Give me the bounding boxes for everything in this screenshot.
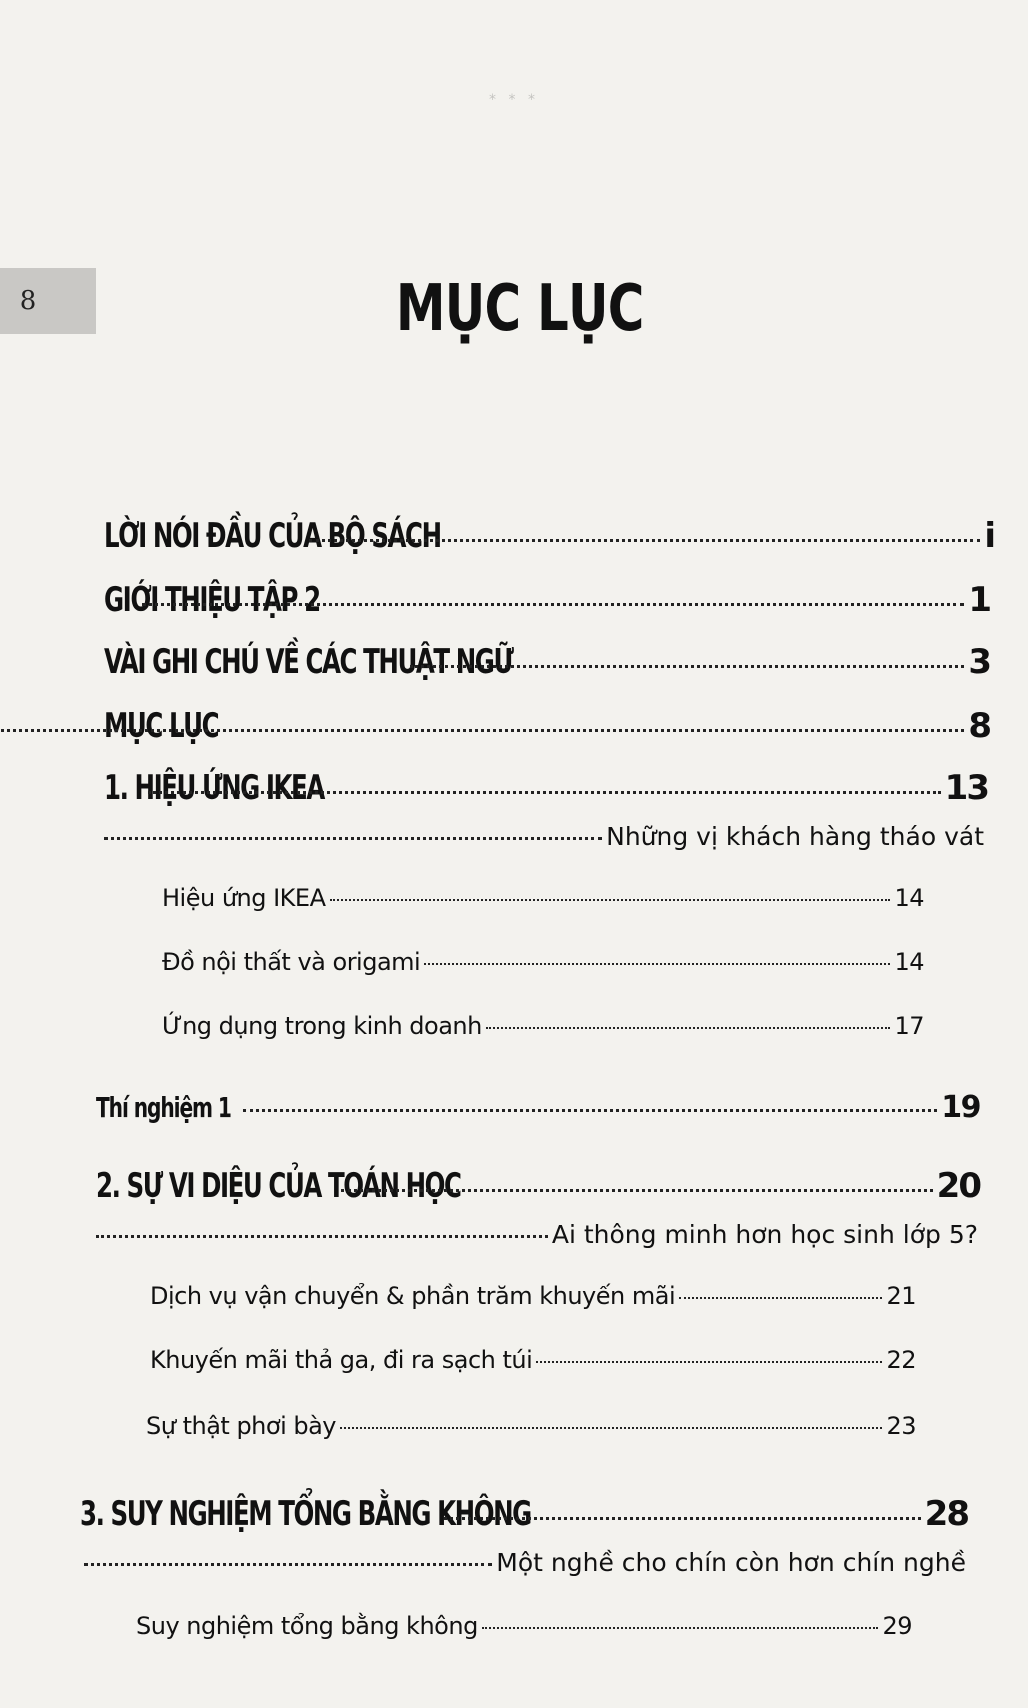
toc-entry-label: Sự thật phơi bày xyxy=(146,1412,337,1440)
toc-entry-page: 23 xyxy=(886,1412,916,1440)
toc-experiment-1[interactable] xyxy=(96,1090,980,1125)
toc-entry-page: 3 xyxy=(968,642,990,682)
toc-chapter-2[interactable] xyxy=(96,1166,980,1206)
toc-entry-front-0[interactable] xyxy=(104,516,994,556)
toc-entry-label: 3. SUY NGHIỆM TỔNG BẰNG KHÔNG xyxy=(80,1494,531,1534)
toc-entry-label: Ứng dụng trong kinh doanh xyxy=(162,1012,482,1040)
ornament: * * * xyxy=(489,92,539,108)
toc-entry-label: VÀI GHI CHÚ VỀ CÁC THUẬT NGỮ xyxy=(104,642,513,682)
toc-section[interactable] xyxy=(150,1282,916,1310)
toc-entry-page: 20 xyxy=(936,1166,980,1206)
toc-entry-label: 2. SỰ VI DIỆU CỦA TOÁN HỌC xyxy=(96,1166,461,1206)
toc-chapter-3[interactable] xyxy=(80,1494,968,1534)
leader-dots xyxy=(148,791,941,794)
toc-entry-page: i xyxy=(984,516,994,556)
toc-entry-front-1[interactable] xyxy=(104,580,990,620)
toc-section[interactable] xyxy=(162,1012,924,1040)
toc-entry-label: Khuyến mãi thả ga, đi ra sạch túi xyxy=(150,1346,533,1374)
toc-entry-page: 22 xyxy=(886,1346,916,1374)
toc-section[interactable] xyxy=(162,948,924,976)
toc-entry-front-2[interactable] xyxy=(104,642,990,682)
leader-dots xyxy=(341,1189,933,1192)
leader-dots xyxy=(482,1627,879,1629)
toc-entry-label: Hiệu ứng IKEA xyxy=(162,884,326,912)
toc-section[interactable] xyxy=(150,1346,916,1374)
toc-entry-page: 21 xyxy=(886,1282,916,1310)
toc-entry-page: 14 xyxy=(894,948,924,976)
leader-dots xyxy=(410,665,965,668)
leader-dots xyxy=(1,729,965,732)
toc-entry-label: GIỚI THIỆU TẬP 2 xyxy=(104,580,320,620)
toc-entry-label: Suy nghiệm tổng bằng không xyxy=(136,1612,478,1640)
leader-dots xyxy=(424,963,890,965)
toc-section[interactable] xyxy=(162,884,924,912)
leader-dots xyxy=(309,539,981,542)
page-number: 8 xyxy=(19,286,37,316)
page-title: MỤC LỤC xyxy=(395,272,644,346)
toc-chapter-1-subtitle xyxy=(104,822,984,851)
toc-chapter-1[interactable] xyxy=(104,768,988,808)
subtitle-text: Ai thông minh hơn học sinh lớp 5? xyxy=(551,1220,978,1249)
toc-entry-label: MỤC LỤC xyxy=(104,706,219,746)
toc-entry-label: Thí nghiệm 1 xyxy=(96,1091,231,1124)
toc-entry-page: 17 xyxy=(894,1012,924,1040)
toc-entry-label: Dịch vụ vận chuyển & phần trăm khuyến mãi xyxy=(150,1282,676,1310)
toc-entry-label: Đồ nội thất và origami xyxy=(162,948,421,976)
leader-dots xyxy=(444,1517,921,1520)
toc-entry-page: 29 xyxy=(882,1612,912,1640)
leader-dots xyxy=(330,899,891,901)
toc-entry-page: 14 xyxy=(894,884,924,912)
leader-dots xyxy=(679,1297,882,1299)
leader-dots xyxy=(84,1563,492,1566)
leader-dots xyxy=(340,1427,882,1429)
page-number-tab xyxy=(0,268,96,334)
leader-dots xyxy=(243,1109,937,1112)
toc-entry-page: 1 xyxy=(968,580,990,620)
toc-entry-label: 1. HIỆU ỨNG IKEA xyxy=(104,768,324,808)
toc-chapter-2-subtitle xyxy=(96,1220,978,1249)
toc-section[interactable] xyxy=(136,1612,912,1640)
leader-dots xyxy=(536,1361,882,1363)
leader-dots xyxy=(96,1235,548,1238)
subtitle-text: Một nghề cho chín còn hơn chín nghề xyxy=(496,1548,966,1577)
toc-entry-label: LỜI NÓI ĐẦU CỦA BỘ SÁCH xyxy=(104,516,441,556)
leader-dots xyxy=(104,837,602,840)
toc-section[interactable] xyxy=(146,1412,916,1440)
subtitle-text: Những vị khách hàng tháo vát xyxy=(606,822,984,851)
leader-dots xyxy=(142,603,964,606)
toc-chapter-3-subtitle xyxy=(84,1548,966,1577)
leader-dots xyxy=(486,1027,891,1029)
toc-entry-page: 8 xyxy=(968,706,990,746)
toc-entry-front-3[interactable] xyxy=(104,706,990,746)
toc-entry-page: 13 xyxy=(944,768,988,808)
toc-entry-page: 28 xyxy=(924,1494,968,1534)
toc-entry-page: 19 xyxy=(941,1090,980,1125)
